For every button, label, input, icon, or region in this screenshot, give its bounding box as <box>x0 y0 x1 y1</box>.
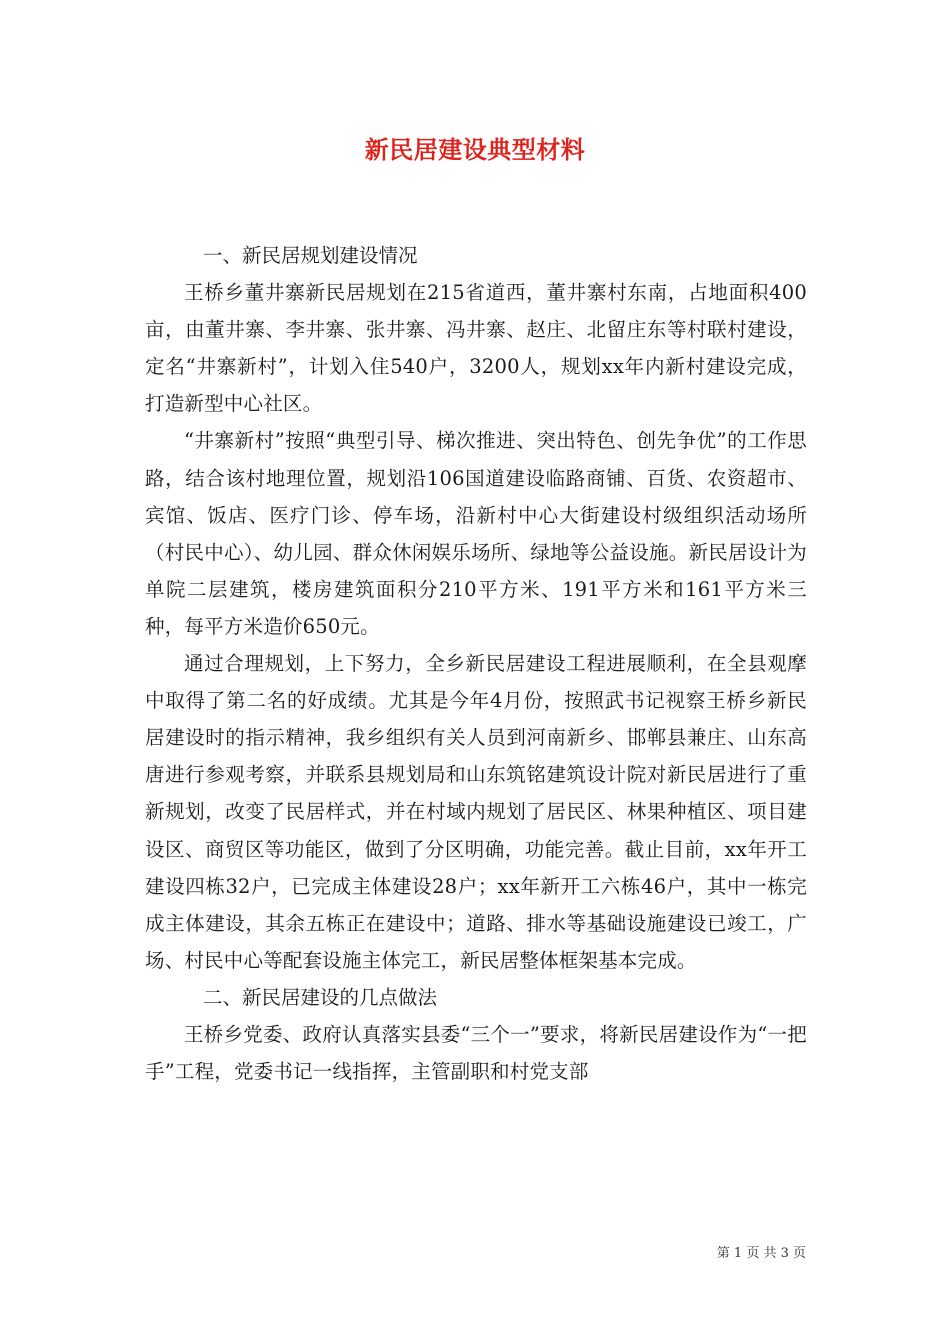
document-title: 新民居建设典型材料 <box>364 135 586 164</box>
page-number: 第 1 页 共 3 页 <box>716 1246 806 1261</box>
paragraph: 通过合理规划，上下努力，全乡新民居建设工程进展顺利，在全县观摩中取得了第二名的好成绩。尤其是今年4月份，按照武书记视察王桥乡新民居建设时的指示精神，我乡组织有关人员到河南新乡、邯郸县兼庄、山东高唐进行参观考察，并联系县规划局和山东筑铭建筑设计院对新民居进行了重新规划，改变了民居样式，并在村域内规划了居民区、林果种植区、项目建设区、商贸区等功能区，做到了分区明确，功能完善。截止目前，xx年开工建设四栋32户，已完成主体建设28户；xx年新开工六栋46户，其中一栋完成主体建设，其余五栋正在建设中；道路、排水等基础设施建设已竣工，广场、村民中心等配套设施主体完工，新民居整体框架基本完成。 <box>145 652 807 972</box>
paragraph: 王桥乡党委、政府认真落实县委“三个一”要求，将新民居建设作为“一把手”工程，党委书记一线指挥，主管副职和村党支部 <box>145 1022 807 1084</box>
section-heading-1: 一、新民居规划建设情况 <box>203 244 418 267</box>
paragraph: “井寨新村”按照“典型引导、梯次推进、突出特色、创先争优”的工作思路，结合该村地理位置，规划沿106国道建设临路商铺、百货、农资超市、宾馆、饭店、医疗门诊、停车场，沿新村中心大街建设村级组织活动场所（村民中心）、幼儿园、群众休闲娱乐场所、绿地等公益设施。新民居设计为单院二层建筑，楼房建筑面积分210平方米、191平方米和161平方米三种，每平方米造价650元。 <box>145 429 807 638</box>
section-heading-2: 二、新民居建设的几点做法 <box>203 985 438 1009</box>
paragraph: 王桥乡董井寨新民居规划在215省道西，董井寨村东南，占地面积400亩，由董井寨、李井寨、张井寨、冯井寨、赵庄、北留庄东等村联村建设，定名“井寨新村”，计划入住540户，3200人，规划xx年内新村建设完成，打造新型中心社区。 <box>145 281 807 416</box>
document-body <box>145 237 807 1090</box>
